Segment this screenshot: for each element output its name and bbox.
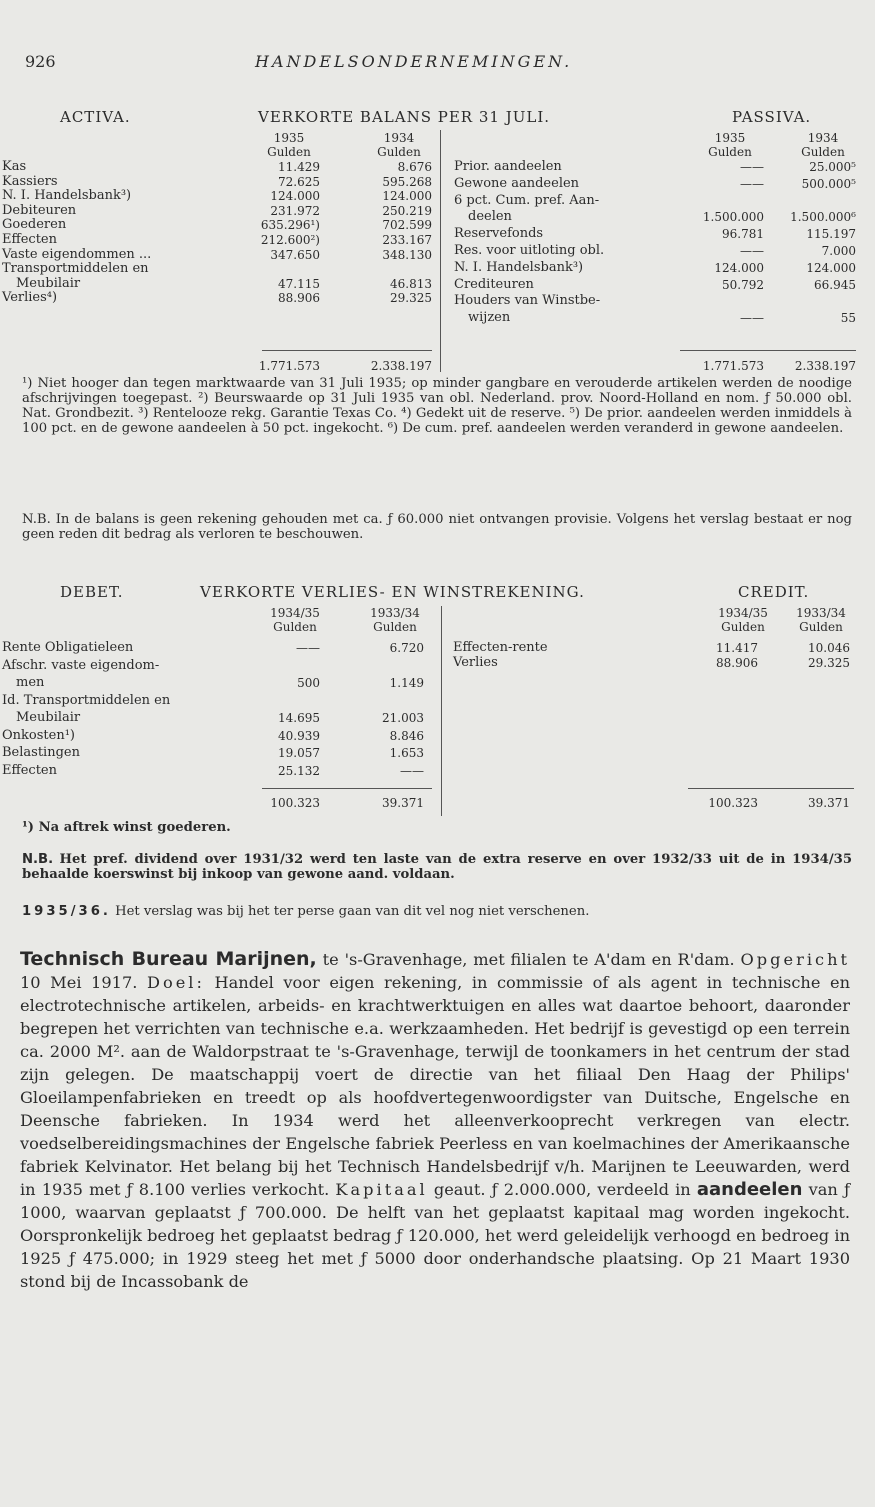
table-cell-value: 29.325 <box>808 655 850 670</box>
passiva-total-1935: 1.771.573 <box>702 359 764 373</box>
debet-table <box>0 641 441 781</box>
table-cell-value: 11.429 <box>278 160 320 174</box>
table-cell-value: 702.599 <box>382 218 432 233</box>
table-row-label: Effecten <box>2 762 57 778</box>
table-cell-value: 115.197 <box>806 227 856 242</box>
debet-total-1: 100.323 <box>270 796 320 810</box>
table-cell-value: 55 <box>840 311 856 326</box>
passiva-table <box>440 160 875 345</box>
table-row-label: Rente Obligatieleen <box>2 640 134 655</box>
table-row-label: Vaste eigendommen ... <box>2 246 152 262</box>
balance-footnotes: ¹) Niet hooger dan tegen marktwaarde van 31 Juli 1935; op minder gangbare en verouderde artikelen werden de noodige afschrijvingen toegepast. ²) Beurswaarde op 31 Juli 1935 van obl. Nederland. prov. Noord-Holland en nom. ƒ 50.000 obl. Nat. Grondbezit. ³) Rentelooze rekg. Garantie Texas Co. ⁴) Gedekt uit de reserve. ⁵) De prior. aandeelen werden inmiddels à 100 pct. en de gewone aandeelen à 50 pct. ingekocht. ⁶) De cum. pref. aandeelen werden veranderd in gewone aandeelen. <box>22 376 852 436</box>
table-cell-value: 6.720 <box>389 641 424 655</box>
table-row-label: Afschr. vaste eigendom- <box>2 657 160 673</box>
table-cell-value: 595.268 <box>382 174 432 189</box>
credit-total-2: 39.371 <box>808 796 850 810</box>
table-cell-value: 88.906 <box>716 655 758 670</box>
activa-total-1935: 1.771.573 <box>258 359 320 373</box>
table-cell-value: 124.000 <box>382 189 432 204</box>
table-row-label: men <box>16 675 45 690</box>
table-row-label: Meubilair <box>16 710 81 725</box>
table-cell-value: 124.000 <box>806 260 856 275</box>
year-1935-36: 1935/36. Het verslag was bij het ter perse gaan van dit vel nog niet verschenen. <box>22 904 590 919</box>
table-row-label: Meubilair <box>16 275 81 291</box>
company-text: Technisch Bureau Marijnen, te 's-Gravenhage, met filialen te A'dam en R'dam. Opgericht 10 Mei 1917. Doel: Handel voor eigen rekening, in commissie of als agent in technische en electrotechnische artikelen, arbeids- en krachtwerktuigen en alles wat daartoe behoort, daaronder begrepen het verrichten van technische e.a. werkzaamheden. Het bedrijf is gevestigd op een terrein ca. 2000 M². aan de Waldorpstraat te 's-Gravenhage, terwijl de toonkamers in het centrum der stad zijn gelegen. De maatschappij voert de directie van het filiaal Den Haag der Philips' Gloeilampenfabrieken en treedt op als hoofdvertegenwoordigster van Duitsche, Engelsche en Deensche fabrieken. In 1934 werd het alleenverkooprecht verkregen van electr. voedselbereidingsmachines der Engelsche fabriek Peerless en van koelmachines der Amerikaansche fabriek Kelvinator. Het belang bij het Technisch Handelsbedrijf v/h. Marijnen te Leeuwarden, werd in 1935 met ƒ 8.100 verlies verkocht. Kapitaal geaut. ƒ 2.000.000, verdeeld in aandeelen van ƒ 1000, waarvan geplaatst ƒ 700.000. De helft van het geplaatst kapitaal mag worden ingekocht. Oorspronkelijk bedroeg het geplaatst bedrag ƒ 120.000, het werd geleidelijk verhoogd en bedroeg in 1925 ƒ 475.000; in 1929 steeg het met ƒ 5000 door onderhandsche plaatsing. Op 21 Maart 1930 stond bij de Incassobank de <box>20 948 851 1291</box>
activa-total-rule <box>262 350 432 351</box>
table-row-label: Reservefonds <box>454 226 544 242</box>
table-row-label: Debiteuren <box>2 202 77 218</box>
table-cell-value: 233.167 <box>382 233 432 247</box>
activa-col-1935: 1935 Gulden <box>267 131 311 159</box>
company-name: Technisch Bureau Marijnen, <box>20 948 317 970</box>
table-cell-value: 500 <box>297 676 320 690</box>
table-cell-value: 8.846 <box>389 728 424 743</box>
table-cell-value: —— <box>400 763 424 778</box>
table-row-label: Kassiers <box>2 173 58 189</box>
activa-col-1934: 1934 Gulden <box>377 131 421 159</box>
doel-label: Doel: <box>146 973 205 992</box>
pl-footnote: ¹) Na aftrek winst goederen. <box>22 820 231 835</box>
table-cell-value: 635.296¹) <box>260 218 320 233</box>
debet-total-2: 39.371 <box>382 796 424 810</box>
aandeelen-label: aandeelen <box>696 1179 803 1200</box>
table-row-label: Onkosten¹) <box>2 727 75 743</box>
debet-col-1: 1934/35 Gulden <box>270 606 320 634</box>
table-cell-value: 21.003 <box>382 711 424 725</box>
table-row-label: Belastingen <box>2 745 80 760</box>
table-cell-value: 46.813 <box>390 276 432 291</box>
nb-provisie: N.B. In de balans is geen rekening gehouden met ca. ƒ 60.000 niet ontvangen provisie. Volgens het verslag bestaat er nog geen reden dit bedrag als verloren te beschouwen. <box>22 512 852 542</box>
debet-col-2: 1933/34 Gulden <box>370 606 420 634</box>
passiva-col-1935: 1935 Gulden <box>708 131 752 159</box>
credit-total-1: 100.323 <box>708 796 758 810</box>
table-cell-value: 72.625 <box>278 174 320 189</box>
pl-divider <box>441 606 442 816</box>
table-cell-value: 347.650 <box>270 247 320 262</box>
table-cell-value: 10.046 <box>808 641 850 655</box>
table-cell-value: 212.600²) <box>260 233 320 247</box>
passiva-total-1934: 2.338.197 <box>794 359 856 373</box>
table-row-label: Crediteuren <box>454 276 534 292</box>
debet-total-rule <box>262 788 432 789</box>
page-number: 926 <box>25 52 56 71</box>
table-row-label: Res. voor uitloting obl. <box>454 243 605 258</box>
table-row-label: Prior. aandeelen <box>454 159 562 174</box>
passiva-label: PASSIVA. <box>732 108 812 126</box>
table-cell-value: 8.676 <box>397 160 432 174</box>
table-cell-value: 348.130 <box>382 247 432 262</box>
table-cell-value: 50.792 <box>722 277 764 292</box>
table-row-label: Kas <box>2 159 27 174</box>
table-row-label: Gewone aandeelen <box>454 175 580 191</box>
table-row-label: Effecten <box>2 232 57 247</box>
table-row-label: Id. Transportmiddelen en <box>2 692 171 708</box>
table-cell-value: 11.417 <box>716 641 758 655</box>
table-row-label: Houders van Winstbe- <box>454 293 601 309</box>
passiva-col-1934: 1934 Gulden <box>801 131 845 159</box>
table-cell-value: 96.781 <box>722 227 764 242</box>
opgericht-label: Opgericht <box>740 950 851 969</box>
table-cell-value: 1.500.000⁶ <box>790 210 856 225</box>
table-row-label: wijzen <box>468 310 511 326</box>
credit-total-rule <box>688 788 854 789</box>
credit-label: CREDIT. <box>738 583 810 601</box>
activa-total-1934: 2.338.197 <box>370 359 432 373</box>
table-cell-value: —— <box>740 160 764 174</box>
table-cell-value: 7.000 <box>821 244 856 258</box>
table-cell-value: 1.653 <box>389 746 424 760</box>
debet-label: DEBET. <box>60 583 124 601</box>
table-cell-value: 19.057 <box>278 746 320 760</box>
nb-dividend: N.B. Het pref. dividend over 1931/32 werd ten laste van de extra reserve en over 1932/33 uit de in 1934/35 behaalde koerswinst bij inkoop van gewone aand. voldaan. <box>22 852 852 882</box>
activa-table <box>0 160 440 345</box>
table-row-label: N. I. Handelsbank³) <box>454 259 584 275</box>
table-cell-value: 47.115 <box>278 276 320 291</box>
table-row-label: Transportmiddelen en <box>2 261 149 277</box>
running-title: HANDELSONDERNEMINGEN. <box>255 52 573 71</box>
table-row-label: Goederen <box>2 217 67 233</box>
table-row-label: Verlies⁴) <box>2 290 58 306</box>
credit-col-2: 1933/34 Gulden <box>796 606 846 634</box>
table-row-label: Effecten-rente <box>453 640 548 655</box>
balance-title: VERKORTE BALANS PER 31 JULI. <box>258 108 551 126</box>
table-cell-value: 250.219 <box>382 203 432 218</box>
table-cell-value: 29.325 <box>390 291 432 306</box>
table-cell-value: 1.149 <box>389 676 424 690</box>
table-cell-value: —— <box>740 176 764 191</box>
table-row-label: Verlies <box>453 654 498 670</box>
table-cell-value: 500.000⁵ <box>801 176 856 191</box>
table-cell-value: 1.500.000 <box>702 210 764 225</box>
table-cell-value: —— <box>740 244 764 258</box>
table-row-label: deelen <box>468 209 512 225</box>
credit-table <box>441 641 875 681</box>
table-row-label: N. I. Handelsbank³) <box>2 188 132 204</box>
table-cell-value: —— <box>296 641 320 655</box>
table-cell-value: 124.000 <box>714 260 764 275</box>
table-cell-value: 66.945 <box>814 277 856 292</box>
table-cell-value: 88.906 <box>278 291 320 306</box>
credit-col-1: 1934/35 Gulden <box>718 606 768 634</box>
pl-title: VERKORTE VERLIES- EN WINSTREKENING. <box>200 583 585 601</box>
table-cell-value: 124.000 <box>270 189 320 204</box>
table-cell-value: —— <box>740 311 764 326</box>
kapitaal-label: Kapitaal <box>335 1180 428 1199</box>
activa-label: ACTIVA. <box>60 108 131 126</box>
table-cell-value: 231.972 <box>270 203 320 218</box>
table-cell-value: 25.000⁵ <box>809 160 856 174</box>
table-cell-value: 40.939 <box>278 728 320 743</box>
table-cell-value: 14.695 <box>278 711 320 725</box>
table-cell-value: 25.132 <box>278 763 320 778</box>
passiva-total-rule <box>680 350 856 351</box>
table-row-label: 6 pct. Cum. pref. Aan- <box>454 192 600 208</box>
